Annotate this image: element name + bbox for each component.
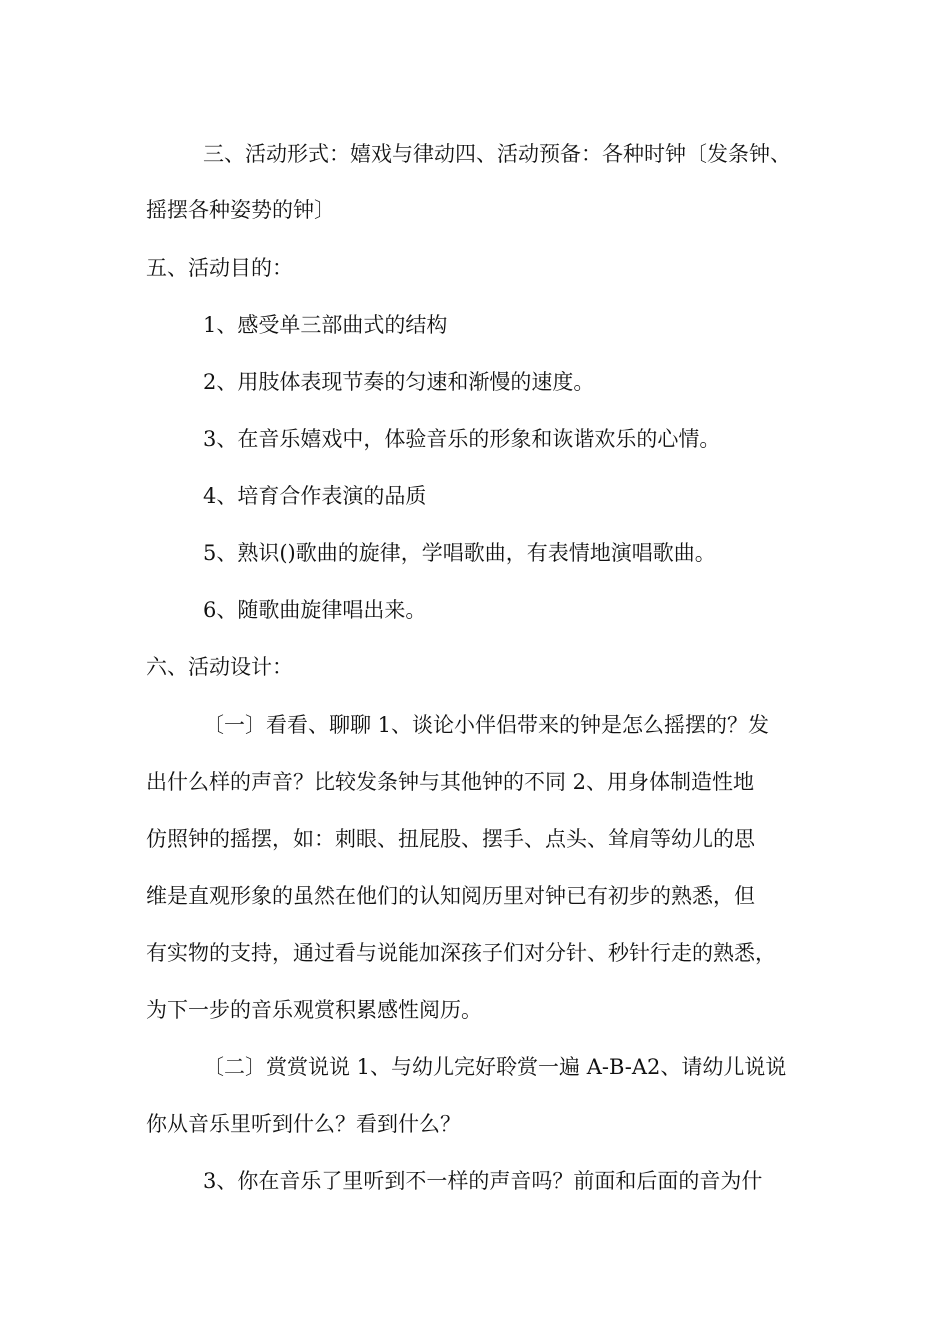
text-line: 仿照钟的摇摆，如：刺眼、扭屁股、摆手、点头、耸肩等幼儿的思 (146, 827, 755, 851)
section-heading: 五、活动目的： (146, 256, 293, 280)
list-item: 1、感受单三部曲式的结构 (203, 313, 448, 337)
text-line: 维是直观形象的虽然在他们的认知阅历里对钟已有初步的熟悉，但 (146, 884, 755, 908)
text-line: 为下一步的音乐观赏积累感性阅历。 (146, 998, 482, 1022)
list-item: 2、用肢体表现节奏的匀速和渐慢的速度。 (203, 370, 595, 394)
text-line: 〔一〕看看、聊聊 1、谈论小伴侣带来的钟是怎么摇摆的？发 (203, 713, 770, 737)
list-item: 5、熟识()歌曲的旋律，学唱歌曲，有表情地演唱歌曲。 (203, 541, 716, 565)
text-line: 3、你在音乐了里听到不一样的声音吗？前面和后面的音为什 (203, 1169, 763, 1193)
text-line: 〔二〕赏赏说说 1、与幼儿完好聆赏一遍 A-B-A2、请幼儿说说 (203, 1055, 787, 1079)
text-line: 三、活动形式：嬉戏与律动四、活动预备：各种时钟〔发条钟、 (203, 142, 791, 166)
section-heading: 六、活动设计： (146, 655, 293, 679)
text-line: 你从音乐里听到什么？看到什么？ (146, 1112, 461, 1136)
list-item: 3、在音乐嬉戏中，体验音乐的形象和诙谐欢乐的心情。 (203, 427, 721, 451)
list-item: 6、随歌曲旋律唱出来。 (203, 598, 427, 622)
text-line: 摇摆各种姿势的钟〕 (146, 198, 335, 222)
list-item: 4、培育合作表演的品质 (203, 484, 427, 508)
text-line: 出什么样的声音？比较发条钟与其他钟的不同 2、用身体制造性地 (146, 770, 755, 794)
text-line: 有实物的支持，通过看与说能加深孩子们对分针、秒针行走的熟悉， (146, 941, 776, 965)
